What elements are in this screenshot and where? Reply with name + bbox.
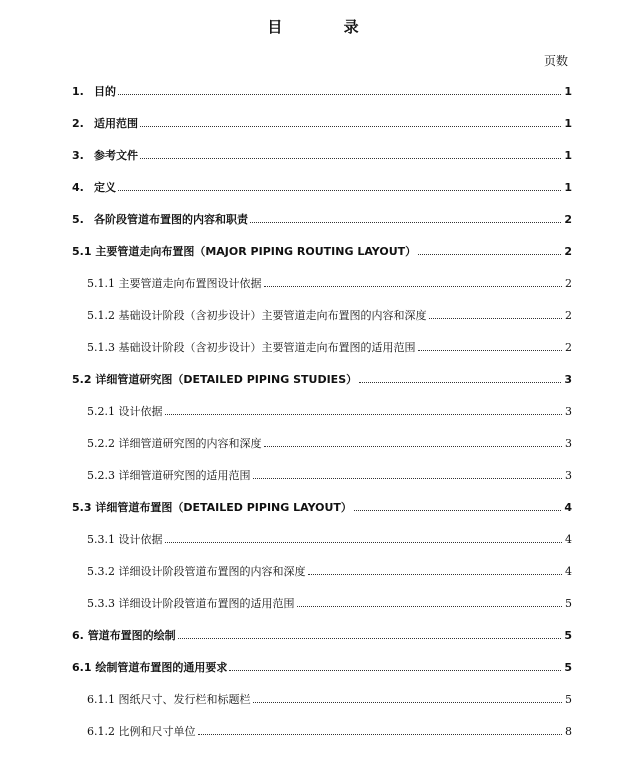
toc-entry-number: 5.3 — [72, 501, 92, 514]
toc-entry-page: 1 — [564, 181, 572, 194]
toc-entry-page: 2 — [565, 309, 572, 322]
leader-dots — [354, 510, 561, 511]
toc-entry-page: 8 — [565, 725, 572, 738]
toc-entry-title: 比例和尺寸单位 — [118, 725, 196, 738]
toc-entry[interactable] — [87, 436, 572, 452]
leader-dots — [165, 542, 563, 543]
toc-entry[interactable] — [87, 692, 572, 708]
toc-entry-number: 2. — [72, 117, 84, 130]
leader-dots — [308, 574, 563, 575]
leader-dots — [418, 350, 563, 351]
toc-entry-number: 1. — [72, 85, 84, 98]
toc-entry-title: 适用范围 — [94, 117, 138, 130]
toc-entry[interactable] — [72, 244, 572, 260]
toc-entry-number: 5.2 — [72, 373, 92, 386]
toc-entry-number: 5. — [72, 213, 84, 226]
page-title: 目 录 — [267, 18, 387, 36]
toc-entry-title: 各阶段管道布置图的内容和职责 — [94, 213, 248, 226]
toc-entry-page: 3 — [565, 469, 572, 482]
toc-entry[interactable] — [72, 116, 572, 132]
leader-dots — [165, 414, 563, 415]
toc-entry-page: 3 — [565, 437, 572, 450]
toc-entry-number: 5.3.2 — [87, 565, 115, 578]
leader-dots — [264, 446, 563, 447]
leader-dots — [418, 254, 561, 255]
toc-entry[interactable] — [87, 532, 572, 548]
toc-entry-title: 基础设计阶段（含初步设计）主要管道走向布置图的适用范围 — [118, 341, 416, 354]
toc-entry[interactable] — [72, 372, 572, 388]
toc-entry-title: 基础设计阶段（含初步设计）主要管道走向布置图的内容和深度 — [118, 309, 427, 322]
toc-entry-title: 图纸尺寸、发行栏和标题栏 — [118, 693, 251, 706]
leader-dots — [178, 638, 562, 639]
toc-entry-title: 目的 — [94, 85, 116, 98]
toc-entry-page: 5 — [565, 597, 572, 610]
toc-entry-page: 1 — [564, 85, 572, 98]
toc-entry-title: 详细管道研究图的内容和深度 — [118, 437, 262, 450]
toc-entry[interactable] — [72, 500, 572, 516]
toc-entry-title: 详细设计阶段管道布置图的适用范围 — [118, 597, 295, 610]
toc-entry-number: 5.2.1 — [87, 405, 115, 418]
toc-entry[interactable] — [87, 724, 572, 740]
toc-entry-page: 4 — [564, 501, 572, 514]
toc-entry-page: 2 — [564, 245, 572, 258]
leader-dots — [250, 222, 561, 223]
toc-entry-page: 1 — [564, 149, 572, 162]
toc-entry-page: 3 — [565, 405, 572, 418]
leader-dots — [429, 318, 563, 319]
toc-entry[interactable] — [72, 212, 572, 228]
toc-entry-number: 5.1.2 — [87, 309, 115, 322]
toc-entry-page: 2 — [564, 213, 572, 226]
toc-entry[interactable] — [72, 660, 572, 676]
toc-entry-title: 主要管道走向布置图设计依据 — [118, 277, 262, 290]
toc-entry-title: 参考文件 — [94, 149, 138, 162]
toc-entry-number: 5.1.3 — [87, 341, 115, 354]
toc-entry[interactable] — [87, 596, 572, 612]
leader-dots — [229, 670, 561, 671]
toc-entry-title: 详细设计阶段管道布置图的内容和深度 — [118, 565, 306, 578]
toc-entry-title: 设计依据 — [118, 405, 163, 418]
toc-entry-title: 定义 — [94, 181, 116, 194]
leader-dots — [253, 702, 563, 703]
toc-entry-number: 6.1.1 — [87, 693, 115, 706]
toc-entry-number: 5.1.1 — [87, 277, 115, 290]
toc-entry[interactable] — [87, 276, 572, 292]
toc-entry-page: 5 — [564, 661, 572, 674]
toc-entry-number: 4. — [72, 181, 84, 194]
leader-dots — [253, 478, 563, 479]
leader-dots — [140, 126, 561, 127]
toc-entry[interactable] — [72, 628, 572, 644]
toc-entry[interactable] — [87, 308, 572, 324]
leader-dots — [118, 190, 561, 191]
toc-entry-page: 2 — [565, 277, 572, 290]
toc-entry-title: 主要管道走向布置图（MAJOR PIPING ROUTING LAYOUT） — [95, 245, 417, 258]
toc-entry-number: 6. — [72, 629, 84, 642]
toc-entry-title: 详细管道研究图的适用范围 — [118, 469, 251, 482]
toc-entry-title: 绘制管道布置图的通用要求 — [95, 661, 228, 674]
toc-entry-title: 设计依据 — [118, 533, 163, 546]
toc-entry-number: 5.3.1 — [87, 533, 115, 546]
toc-entry[interactable] — [87, 404, 572, 420]
leader-dots — [359, 382, 561, 383]
leader-dots — [118, 94, 561, 95]
toc-entry-number: 3. — [72, 149, 84, 162]
toc-entry[interactable] — [87, 468, 572, 484]
toc-entry-page: 4 — [565, 565, 572, 578]
toc-entry[interactable] — [72, 180, 572, 196]
toc-entry-page: 5 — [564, 629, 572, 642]
toc-entry-title: 详细管道研究图（DETAILED PIPING STUDIES） — [95, 373, 358, 386]
toc-entry-page: 3 — [564, 373, 572, 386]
toc-entry-number: 6.1.2 — [87, 725, 115, 738]
toc-entry-page: 5 — [565, 693, 572, 706]
page-column-label: 页数 — [543, 54, 568, 68]
toc-entry-number: 5.2.2 — [87, 437, 115, 450]
leader-dots — [198, 734, 563, 735]
leader-dots — [140, 158, 561, 159]
toc-entry[interactable] — [87, 340, 572, 356]
toc-entry-title: 管道布置图的绘制 — [87, 629, 176, 642]
toc-entry-title: 详细管道布置图（DETAILED PIPING LAYOUT） — [95, 501, 352, 514]
toc-entry[interactable] — [72, 84, 572, 100]
leader-dots — [264, 286, 563, 287]
toc-entry-number: 5.2.3 — [87, 469, 115, 482]
toc-entry-number: 5.3.3 — [87, 597, 115, 610]
toc-entry-page: 1 — [564, 117, 572, 130]
toc-entry-page: 2 — [565, 341, 572, 354]
toc-entry-page: 4 — [565, 533, 572, 546]
toc-entry-number: 5.1 — [72, 245, 92, 258]
toc-entry-number: 6.1 — [72, 661, 92, 674]
toc-entry[interactable] — [87, 564, 572, 580]
leader-dots — [297, 606, 563, 607]
toc-entry[interactable] — [72, 148, 572, 164]
